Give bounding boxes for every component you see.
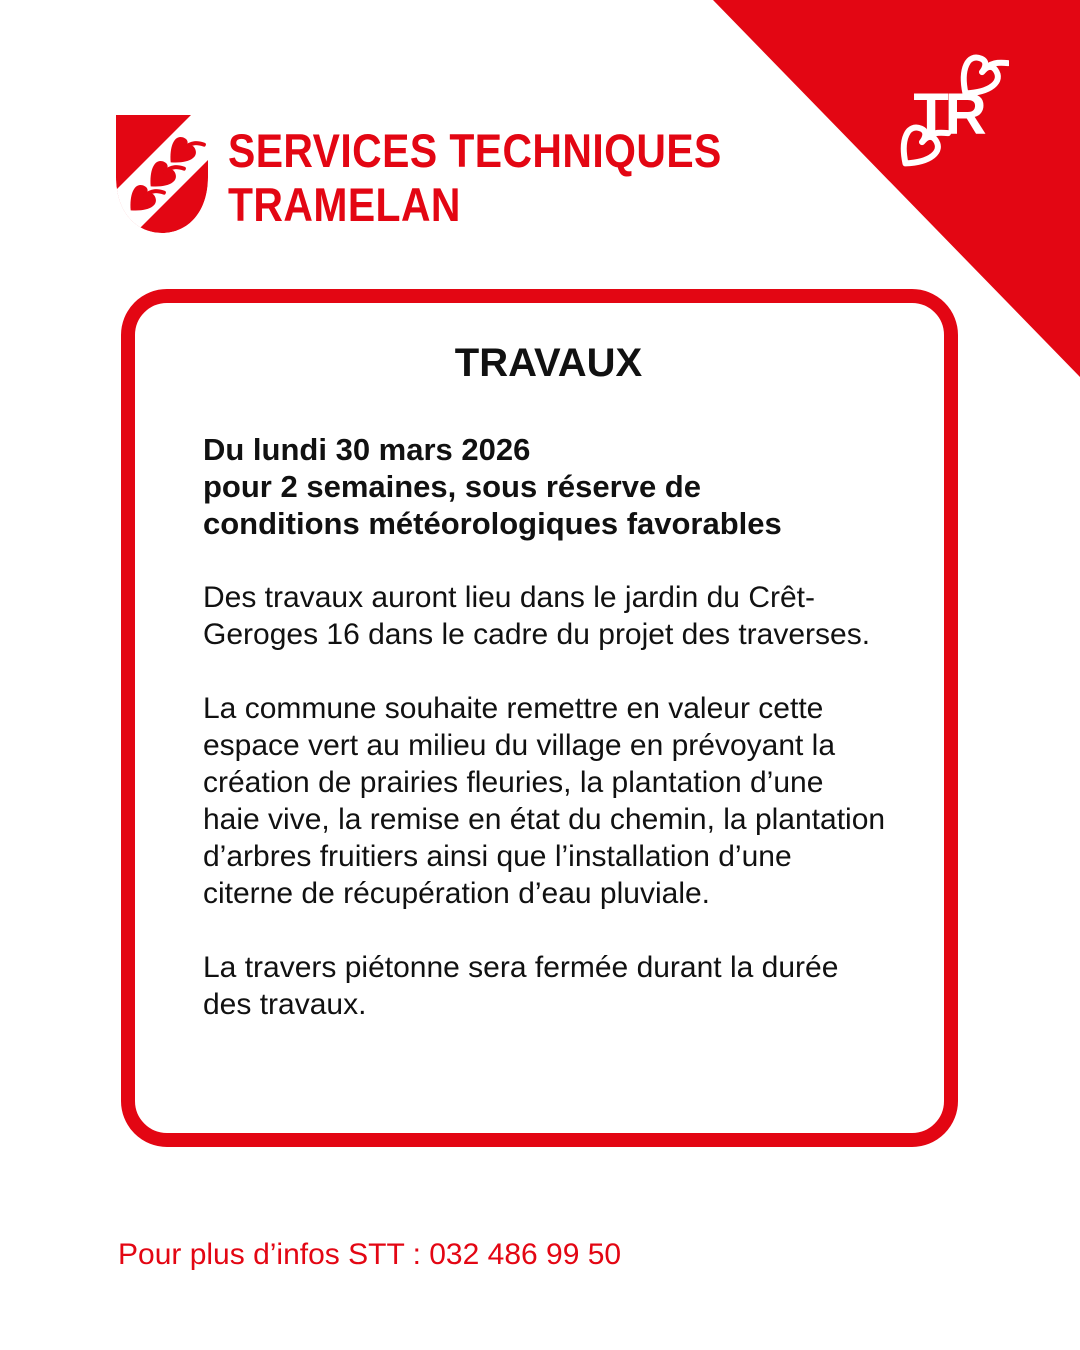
intro-line-3: conditions météorologiques favorables xyxy=(203,506,782,541)
monogram-letters: TR xyxy=(913,82,983,147)
footer-contact: Pour plus d’infos STT : 032 486 99 50 xyxy=(118,1238,622,1271)
notice-title: TRAVAUX xyxy=(454,341,643,385)
intro-line-2: pour 2 semaines, sous réserve de xyxy=(203,469,701,504)
notice-paragraph-3: La travers piétonne sera fermée durant la durée des travaux. xyxy=(203,951,839,1021)
notice-paragraph-1: Des travaux auront lieu dans le jardin du Crêt-Geroges 16 dans le cadre du projet des traverses. xyxy=(203,581,871,651)
intro-line-1: Du lundi 30 mars 2026 xyxy=(203,432,531,467)
notice-box xyxy=(121,289,958,1147)
brand-name xyxy=(228,124,722,232)
brand-name-line2: TRAMELAN xyxy=(228,178,461,231)
notice-paragraph-2: La commune souhaite remettre en valeur cette espace vert au milieu du village en prévoyant la création de prairies fleuries, la plantation d’une haie vive, la remise en état du chemin, la plantation d’arbres fruitiers ainsi que l’installation d’une citerne de récupération d’eau pluviale. xyxy=(203,692,886,910)
tramelan-monogram-icon xyxy=(891,34,1009,176)
tramelan-shield-icon xyxy=(112,113,212,235)
notice-intro xyxy=(203,431,893,542)
brand-name-line1: SERVICES TECHNIQUES xyxy=(228,124,722,177)
